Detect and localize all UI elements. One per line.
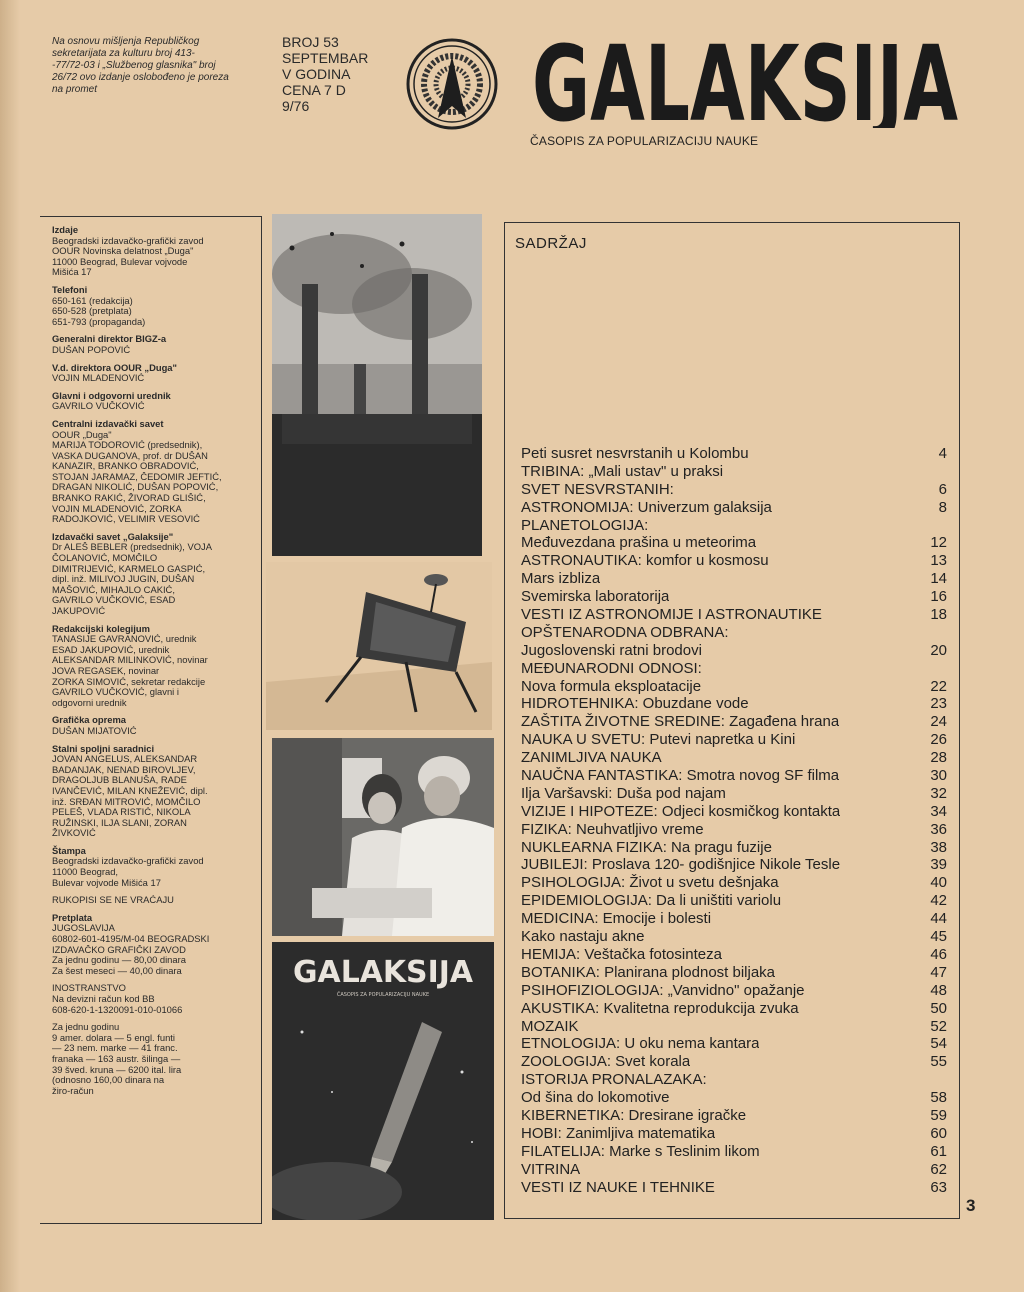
toc-entry-title: HIDROTEHNIKA: Obuzdane vode [521,695,749,713]
toc-entry-page: 20 [930,641,947,659]
masthead-line: Na devizni račun kod BB [52,994,155,1004]
masthead-section [52,532,255,617]
toc-entry-page: 60 [930,1124,947,1142]
masthead-line: 608-620-1-1320091-010-01066 [52,1004,183,1015]
masthead-line: TANASIJE GAVRANOVIĆ, urednik [52,634,197,645]
toc-entry [521,481,947,499]
toc-entry [521,1143,947,1161]
toc-entry-page: 23 [930,695,947,713]
toc-entry-page: 26 [930,731,947,749]
legal-note-line: -77/72-03 i „Službenog glasnika" broj [52,60,216,71]
legal-note-line: Na osnovu mišljenja Republičkog [52,36,200,47]
toc-entry-title: EPIDEMIOLOGIJA: Da li uništiti variolu [521,892,782,910]
toc-entry [521,1000,947,1018]
toc-entry [521,695,947,713]
masthead-line: 651-793 (propaganda) [52,316,146,327]
masthead-line: DIMITRIJEVIĆ, KARMELO GASPIĆ, [52,563,206,574]
masthead-section-heading: Izdaje [52,224,79,235]
toc-entry [521,552,947,570]
masthead-line: (odnosno 160,00 dinara na [52,1075,165,1086]
toc-entry-page: 4 [938,445,947,462]
toc-entry-title: AKUSTIKA: Kvalitetna reprodukcija zvuka [521,999,799,1017]
toc-entry-page: 47 [930,963,947,981]
toc-entry-title: MEĐUNARODNI ODNOSI: [521,659,702,677]
masthead-line: VOJIN MLADENOVIĆ [52,373,145,384]
toc-entry-page: 24 [930,713,947,731]
masthead-section-heading: Glavni i odgovorni urednik [52,389,171,401]
masthead-line: Beogradski izdavačko-grafički zavod [52,235,204,246]
masthead-line: Mišića 17 [52,267,92,278]
toc-entry [521,1018,947,1036]
masthead-line: 60802-601-4195/M-04 BEOGRADSKI [52,934,210,945]
masthead-line: 11000 Beograd, Bulevar vojvode [52,256,188,267]
toc-entry [521,910,947,928]
masthead-section-heading: Redakcijski kolegijum [52,622,150,634]
toc-entry [521,785,947,803]
toc-entry [521,642,947,660]
issue-number: BROJ 53 [282,34,339,50]
toc-entry-page: 55 [930,1053,947,1071]
toc-entry [521,892,947,910]
issue-year: V GODINA [282,66,351,82]
masthead-line: PELEŠ, VLADA RISTIĆ, NIKOLA [52,807,191,818]
toc-entry-page: 61 [930,1142,947,1160]
toc-entry [521,731,947,749]
masthead-section [52,846,255,888]
toc-entry [521,660,947,678]
legal-note-line: 26/72 ovo izdanje oslobođeno je poreza [52,72,229,83]
toc-entry [521,588,947,606]
masthead-section [52,334,255,355]
toc-entry [521,839,947,857]
toc-entry-title: BOTANIKA: Planirana plodnost biljaka [521,963,776,981]
masthead-section [52,363,255,384]
masthead-section [52,983,255,1015]
toc-entry-title: MEDICINA: Emocije i bolesti [521,910,712,928]
masthead-line: STOJAN JARAMAZ, ČEDOMIR JEFTIĆ, [52,471,222,482]
masthead-section-heading: Izdavački savet „Galaksije" [52,530,174,542]
toc-entry-title: VESTI IZ ASTRONOMIJE I ASTRONAUTIKE [521,606,822,624]
toc-entry-title: Od šina do lokomotive [521,1089,670,1107]
masthead-line: JUGOSLAVIJA [52,923,115,934]
masthead-line: OOUR Novinska delatnost „Duga" [52,246,194,257]
toc-entry [521,856,947,874]
toc-entry-page: 8 [938,498,947,516]
masthead-column [40,216,262,1224]
toc-entry-title: ETNOLOGIJA: U oku nema kantara [521,1035,760,1053]
toc-entry [521,1125,947,1143]
toc-entry-title: HEMIJA: Veštačka fotosinteza [521,945,722,963]
masthead-section-heading: Generalni direktor BIGZ-a [52,333,167,345]
masthead-line: BRANKO RAKIĆ, ŽIVORAD GLIŠIĆ, [52,493,206,504]
toc-entry [521,570,947,588]
legal-note [52,36,262,96]
cover-logo-text: GALAKSIJA [293,955,474,990]
masthead-line: RADOJKOVIĆ, VELIMIR VESOVIĆ [52,514,200,525]
toc-entry-page: 59 [930,1106,947,1124]
toc-entry-title: ZOOLOGIJA: Svet korala [521,1053,691,1071]
toc-entry [521,1161,947,1179]
page-binding-edge [0,0,20,1292]
toc-entry-title: PSIHOFIZIOLOGIJA: „Vanvidno" opažanje [521,981,805,999]
toc-entry-page: 38 [930,838,947,856]
toc-entry [521,445,947,463]
magazine-tagline: ČASOPIS ZA POPULARIZACIJU NAUKE [530,134,759,148]
toc-entry-page: 32 [930,784,947,802]
issue-info [282,34,402,114]
toc-entry [521,749,947,767]
masthead-line: Za jednu godinu — 80,00 dinara [52,955,186,966]
masthead-section-heading: Grafička oprema [52,714,126,726]
masthead-line: MARIJA TODOROVIĆ (predsednik), [52,440,203,451]
masthead-line: RUŽINSKI, ILJA SLANI, ZORAN [52,817,187,828]
toc-entry [521,946,947,964]
toc-entry-title: HOBI: Zanimljiva matematika [521,1124,716,1142]
toc-entry-page: 42 [930,892,947,910]
masthead-section [52,895,255,906]
toc-entry-page: 30 [930,767,947,785]
masthead-section-heading: Štampa [52,844,86,856]
logo-text: GALAKSIJA [532,36,958,128]
masthead-line: 650-161 (redakcija) [52,295,133,306]
toc-entry-title: ASTRONAUTIKA: komfor u kosmosu [521,552,769,570]
toc-entry [521,803,947,821]
toc-entry [521,1035,947,1053]
toc-entry-page: 36 [930,820,947,838]
masthead-line: odgovorni urednik [52,697,127,708]
masthead-section [52,744,255,839]
toc-entry [521,982,947,1000]
masthead-line: VOJIN MLADENOVIĆ, ZORKA [52,503,182,514]
legal-note-line: na promet [52,84,98,95]
masthead-line: GAVRILO VUČKOVIĆ [52,401,145,412]
masthead-line: DUŠAN MIJATOVIĆ [52,725,137,736]
masthead-line: Bulevar vojvode Mišića 17 [52,877,161,888]
toc-entry-title: Svemirska laboratorija [521,588,670,606]
toc-entry-title: Kako nastaju akne [521,928,645,946]
masthead-line: ZORKA SIMOVIĆ, sekretar redakcije [52,676,206,687]
masthead-line: BADANJAK, NENAD BIROVLJEV, [52,764,196,775]
masthead-line: 39 šved. kruna — 6200 ital. lira [52,1064,182,1075]
toc-entry [521,821,947,839]
masthead-line: 650-528 (pretplata) [52,306,132,317]
toc-entry-page: 50 [930,999,947,1017]
masthead-section [52,285,255,327]
legal-note-line: sekretarijata za kulturu broj 413- [52,48,195,59]
toc-entry-page: 16 [930,588,947,606]
masthead-line: dipl. inž. MILIVOJ JUGIN, DUŠAN [52,574,195,585]
toc-entry-page: 14 [930,570,947,588]
toc-entry-title: VITRINA [521,1160,581,1178]
toc-entry-page: 44 [930,910,947,928]
issue-code: 9/76 [282,98,310,114]
toc-entry-title: ISTORIJA PRONALAZAKA: [521,1071,707,1089]
toc-entry-title: Nova formula eksploatacije [521,677,702,695]
toc-entry-title: VESTI IZ NAUKE I TEHNIKE [521,1178,715,1196]
toc-entry-title: NAUKA U SVETU: Putevi napretka u Kini [521,731,796,749]
toc-entry-title: ASTRONOMIJA: Univerzum galaksija [521,498,772,516]
toc-entry-page: 54 [930,1035,947,1053]
toc-entry-title: ZANIMLJIVA NAUKA [521,749,662,767]
toc-entry-title: KIBERNETIKA: Dresirane igračke [521,1106,747,1124]
toc-entry-title: VIZIJE I HIPOTEZE: Odjeci kosmičkog kontakta [521,802,841,820]
masthead-line: — 23 nem. marke — 41 franc. [52,1043,178,1054]
masthead-line: KANAZIR, BRANKO OBRADOVIĆ, [52,461,199,472]
masthead-line: DRAGAN NIKOLIĆ, DUŠAN POPOVIĆ, [52,482,219,493]
toc-entry-title: SVET NESVRSTANIH: [521,480,674,498]
toc-entry-title: NAUČNA FANTASTIKA: Smotra novog SF filma [521,767,840,785]
toc-entry-title: PLANETOLOGIJA: [521,516,649,534]
masthead-line: GAVRILO VUČKOVIĆ, ESAD [52,595,176,606]
toc-entry-page: 48 [930,981,947,999]
toc-entry [521,874,947,892]
toc-entry-page: 28 [930,749,947,767]
toc-entry [521,1053,947,1071]
masthead-line: JOVAN ANGELUS, ALEKSANDAR [52,754,198,765]
masthead-line: žiro-račun [52,1085,94,1096]
masthead-section [52,624,255,709]
toc-entry-page: 45 [930,928,947,946]
masthead-line: Za šest meseci — 40,00 dinara [52,965,182,976]
toc-entry [521,517,947,535]
toc-entry-title: Međuvezdana prašina u meteorima [521,534,757,552]
toc-entry [521,928,947,946]
masthead-line: franaka — 163 austr. šilinga — [52,1053,181,1064]
masthead-line: GAVRILO VUČKOVIĆ, glavni i [52,687,179,698]
masthead-line: Beogradski izdavačko-grafički zavod [52,856,204,867]
toc-entry-page: 58 [930,1089,947,1107]
mars-lander-illustration [266,562,492,730]
masthead-section [52,715,255,736]
toc-entry [521,713,947,731]
toc-entry-title: FIZIKA: Neuhvatljivo vreme [521,820,704,838]
masthead-section [52,419,255,525]
masthead-line: 11000 Beograd, [52,867,119,878]
toc-entry-page: 18 [930,606,947,624]
toc-entry-title: MOZAIK [521,1017,579,1035]
masthead-line: VASKA DUGANOVA, prof. dr DUŠAN [52,450,208,461]
masthead-line: DUŠAN POPOVIĆ [52,344,131,355]
toc-entry [521,678,947,696]
masthead-line: JOVA REGASEK, novinar [52,665,160,676]
toc-entry-title: ZAŠTITA ŽIVOTNE SREDINE: Zagađena hrana [521,713,840,731]
toc-entry-title: Mars izbliza [521,570,601,588]
page-number: 3 [966,1196,976,1215]
masthead-line: DRAGOLJUB BLANUŠA, RADE [52,775,187,786]
toc-entry-page: 62 [930,1160,947,1178]
toc-entry-title: TRIBINA: „Mali ustav" u praksi [521,462,724,480]
toc-entry-title: NUKLEARNA FIZIKA: Na pragu fuzije [521,838,772,856]
toc-entry-page: 40 [930,874,947,892]
factory-smoke-photo [272,214,482,556]
toc-entry-title: OPŠTENARODNA ODBRANA: [521,623,729,641]
masthead-line: RUKOPISI SE NE VRAĆAJU [52,895,174,906]
issue-month: SEPTEMBAR [282,50,369,66]
galaxy-emblem-icon [404,36,500,132]
toc-entry [521,1089,947,1107]
toc-entry-page: 12 [930,534,947,552]
toc-entry-title: Jugoslovenski ratni brodovi [521,641,702,659]
toc-entry-page: 34 [930,802,947,820]
table-of-contents [504,222,960,1219]
toc-entry-title: Peti susret nesvrstanih u Kolombu [521,445,749,462]
masthead-line: ESAD JAKUPOVIĆ, urednik [52,644,170,655]
toc-entry [521,534,947,552]
issue-price: CENA 7 D [282,82,346,98]
toc-entry [521,1179,947,1197]
masthead-line: Dr ALEŠ BEBLER (predsednik), VOJA [52,542,212,553]
toc-entry-title: Ilja Varšavski: Duša pod najam [521,784,726,802]
toc-entry-page: 13 [930,552,947,570]
masthead-line: 9 amer. dolara — 5 engl. funti [52,1032,175,1043]
masthead-line: ČOLANOVIĆ, MOMČILO [52,553,158,564]
masthead-section-heading: Stalni spoljni saradnici [52,742,155,754]
toc-entry [521,463,947,481]
magazine-logo [530,36,960,128]
masthead-section-heading: Telefoni [52,283,88,295]
masthead-line: Za jednu godinu [52,1022,120,1033]
toc-entry-page: 39 [930,856,947,874]
masthead-section [52,1022,255,1096]
masthead-line: inž. SRĐAN MITROVIĆ, MOMČILO [52,796,201,807]
toc-entry [521,1107,947,1125]
toc-entry [521,767,947,785]
masthead-line: IZDAVAČKO GRAFIČKI ZAVOD [52,944,186,955]
masthead-line: MAŠOVIĆ, MIHAJLO CAKIĆ, [52,584,175,595]
toc-entry-page: 46 [930,945,947,963]
toc-entry-title: JUBILEJI: Proslava 120- godišnjice Nikole Tesle [521,856,841,874]
toc-heading: SADRŽAJ [515,235,587,252]
masthead-line: INOSTRANSTVO [52,983,126,994]
scientists-laboratory-photo [272,738,494,936]
masthead-line: IVANČEVIĆ, MILAN KNEŽEVIĆ, dipl. [52,785,208,796]
toc-entry-title: PSIHOLOGIJA: Život u svetu dešnjaka [521,874,779,892]
masthead-section-heading: Pretplata [52,911,93,923]
masthead-line: JAKUPOVIĆ [52,606,106,616]
toc-entry-page: 22 [930,677,947,695]
masthead-section [52,391,255,412]
toc-entry-page: 63 [930,1178,947,1196]
toc-entry-title: FILATELIJA: Marke s Teslinim likom [521,1142,760,1160]
toc-entry-page: 6 [938,480,947,498]
toc-list [521,445,947,1196]
masthead-section [52,225,255,278]
masthead-line: ŽIVKOVIĆ [52,828,96,839]
toc-entry [521,964,947,982]
toc-entry-page: 52 [930,1017,947,1035]
masthead-section-heading: Centralni izdavački savet [52,417,164,429]
masthead-line: ALEKSANDAR MILINKOVIĆ, novinar [52,655,208,666]
cover-tagline: ČASOPIS ZA POPULARIZACIJU NAUKE [336,992,430,998]
masthead-section-heading: V.d. direktora OOUR „Duga" [52,361,177,373]
toc-entry [521,624,947,642]
masthead-line: OOUR „Duga" [52,429,112,440]
toc-entry [521,499,947,517]
toc-entry [521,1071,947,1089]
masthead-section [52,913,255,977]
toc-entry [521,606,947,624]
cover-thumbnail [272,942,494,1220]
